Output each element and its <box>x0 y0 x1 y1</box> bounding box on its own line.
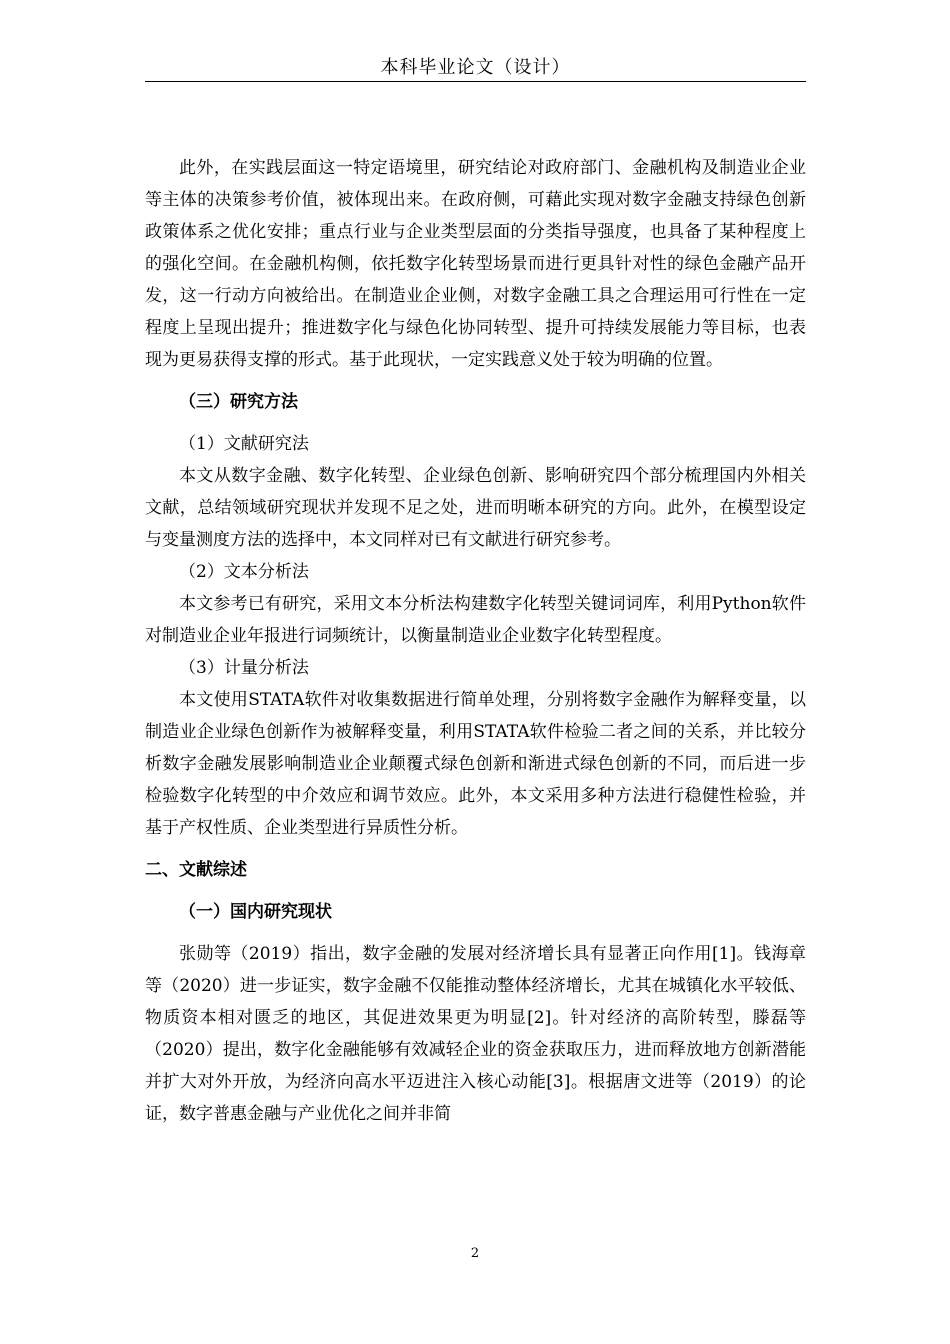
paragraph-literature-method: 本文从数字金融、数字化转型、企业绿色创新、影响研究四个部分梳理国内外相关文献，总结领域研究现状并发现不足之处，进而明晰本研究的方向。此外，在模型设定与变量测度方法的选择中，本文同样对已有文献进行研究参考。 <box>145 466 806 550</box>
heading-literature-method: （1）文献研究法 <box>179 434 309 454</box>
running-header: 本科毕业论文（设计） <box>380 57 571 78</box>
heading-literature-review: 二、文献综述 <box>145 860 247 880</box>
paragraph-econometric-method: 本文使用STATA软件对收集数据进行简单处理，分别将数字金融作为解释变量，以制造业企业绿色创新作为被解释变量，利用STATA软件检验二者之间的关系，并比较分析数字金融发展影响制造业企业颠覆式绿色创新和渐进式绿色创新的不同，而后进一步检验数字化转型的中介效应和调节效应。此外，本文采用多种方法进行稳健性检验，并基于产权性质、企业类型进行异质性分析。 <box>145 690 806 838</box>
page-number: 2 <box>470 1246 480 1261</box>
heading-research-methods: （三）研究方法 <box>179 392 298 412</box>
paragraph-text-analysis-method: 本文参考已有研究，采用文本分析法构建数字化转型关键词词库，利用Python软件对制造业企业年报进行词频统计，以衡量制造业企业数字化转型程度。 <box>145 594 806 646</box>
heading-domestic-research: （一）国内研究现状 <box>179 902 332 922</box>
header-rule <box>145 81 806 82</box>
paragraph-practical-significance: 此外，在实践层面这一特定语境里，研究结论对政府部门、金融机构及制造业企业等主体的决策参考价值，被体现出来。在政府侧，可藉此实现对数字金融支持绿色创新政策体系之优化安排；重点行业与企业类型层面的分类指导强度，也具备了某种程度上的强化空间。在金融机构侧，依托数字化转型场景而进行更具针对性的绿色金融产品开发，这一行动方向被给出。在制造业企业侧，对数字金融工具之合理运用可行性在一定程度上呈现出提升；推进数字化与绿色化协同转型、提升可持续发展能力等目标，也表现为更易获得支撑的形式。基于此现状，一定实践意义处于较为明确的位置。 <box>145 158 806 370</box>
page-body <box>145 152 806 1130</box>
paragraph-domestic-research: 张勋等（2019）指出，数字金融的发展对经济增长具有显著正向作用[1]。钱海章等（2020）进一步证实，数字金融不仅能推动整体经济增长，尤其在城镇化水平较低、物质资本相对匮乏的地区，其促进效果更为明显[2]。针对经济的高阶转型，滕磊等（2020）提出，数字化金融能够有效减轻企业的资金获取压力，进而释放地方创新潜能并扩大对外开放，为经济向高水平迈进注入核心动能[3]。根据唐文进等（2019）的论证，数字普惠金融与产业优化之间并非简 <box>145 944 806 1124</box>
heading-econometric-method: （3）计量分析法 <box>179 658 309 678</box>
heading-text-analysis-method: （2）文本分析法 <box>179 562 309 582</box>
